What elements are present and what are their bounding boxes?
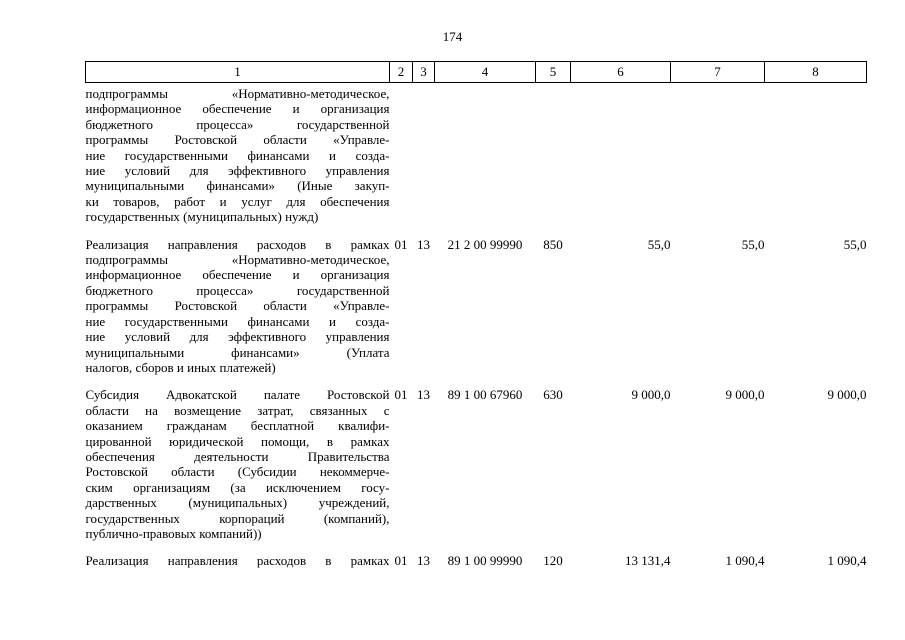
description-line: подпрограммы «Нормативно-методическое, <box>85 86 390 101</box>
expense-type-code <box>536 83 571 231</box>
amount-col-6: 55,0 <box>647 236 671 252</box>
table-row <box>86 381 867 547</box>
section-code <box>390 83 413 231</box>
row-description <box>86 547 390 574</box>
description-line: информационное обеспечение и организация <box>85 267 390 283</box>
amount-col-8: 9 000,0 <box>827 387 867 403</box>
subsection-code: 13 <box>417 236 430 252</box>
amount-col-8: 1 090,4 <box>827 553 867 569</box>
row-description <box>86 381 390 547</box>
description-line: области на возмещение затрат, связанных с <box>85 402 390 418</box>
table-header-row <box>86 62 867 83</box>
column-header-5: 5 <box>536 62 571 83</box>
subsection-code: 13 <box>417 387 430 403</box>
expense-type-code: 850 <box>543 236 563 252</box>
description-line: государственных корпораций (компаний), <box>85 510 390 526</box>
column-header-3: 3 <box>413 62 435 83</box>
description-line: оказанием гражданам бесплатной квалифи- <box>85 418 390 434</box>
target-article-code: 89 1 00 99990 <box>447 553 523 569</box>
amount-col-7: 55,0 <box>741 236 765 252</box>
target-article-code: 89 1 00 67960 <box>447 387 523 403</box>
budget-table <box>85 61 867 575</box>
amount-col-6: 9 000,0 <box>631 387 671 403</box>
target-article-code <box>435 83 536 231</box>
description-line: программы Ростовской области «Управле- <box>85 132 390 148</box>
amount-col-7 <box>671 83 765 231</box>
description-line: налогов, сборов и иных платежей) <box>85 359 276 375</box>
amount-col-7: 1 090,4 <box>725 553 765 569</box>
section-code: 01 <box>394 236 408 252</box>
target-article-code: 21 2 00 99990 <box>447 236 523 252</box>
column-header-1: 1 <box>86 62 390 83</box>
description-line: бюджетного процесса» государственной <box>85 282 390 298</box>
description-line: ние условий для эффективного управления <box>85 163 390 179</box>
description-line: ние условий для эффективного управления <box>85 329 390 345</box>
description-line: дарственных (муниципальных) учреждений, <box>85 495 390 511</box>
amount-col-8 <box>765 83 867 231</box>
description-line: муниципальными финансами» (Уплата <box>85 344 390 360</box>
description-line: обеспечения деятельности Правительства <box>85 448 390 464</box>
amount-col-6 <box>571 83 671 231</box>
amount-col-6: 13 131,4 <box>625 553 671 569</box>
subsection-code: 13 <box>417 553 430 569</box>
column-header-2: 2 <box>390 62 413 83</box>
description-line: Реализация направления расходов в рамках <box>85 236 390 252</box>
amount-col-7: 9 000,0 <box>725 387 765 403</box>
description-line: подпрограммы «Нормативно-методическое, <box>85 252 390 268</box>
description-line: информационное обеспечение и организация <box>85 101 390 117</box>
description-line: Реализация направления расходов в рамках <box>85 553 390 569</box>
amount-col-8: 55,0 <box>843 236 867 252</box>
description-line: Ростовской области (Субсидии некоммерче- <box>85 464 390 480</box>
table-row <box>86 547 867 574</box>
row-description <box>86 231 390 382</box>
expense-type-code: 120 <box>543 553 563 569</box>
description-line: государственных (муниципальных) нужд) <box>85 209 319 225</box>
description-line: ки товаров, работ и услуг для обеспечения <box>85 193 390 209</box>
description-line: муниципальными финансами» (Иные закуп- <box>85 178 390 194</box>
column-header-8: 8 <box>765 62 867 83</box>
column-header-4: 4 <box>435 62 536 83</box>
description-line: цированной юридической помощи, в рамках <box>85 433 390 449</box>
description-line: публично-правовых компаний)) <box>85 525 262 541</box>
description-line: ние государственными финансами и созда- <box>85 313 390 329</box>
page-number: 174 <box>442 29 463 44</box>
expense-type-code: 630 <box>543 387 563 403</box>
table-row <box>86 83 867 231</box>
table-row <box>86 231 867 382</box>
section-code: 01 <box>394 387 408 403</box>
subsection-code <box>413 83 435 231</box>
description-line: ние государственными финансами и созда- <box>85 147 390 163</box>
description-line: программы Ростовской области «Управле- <box>85 298 390 314</box>
description-line: бюджетного процесса» государственной <box>85 116 390 132</box>
column-header-6: 6 <box>571 62 671 83</box>
description-line: ским организациям (за исключением госу- <box>85 479 390 495</box>
section-code: 01 <box>394 553 408 569</box>
description-line: Субсидия Адвокатской палате Ростовской <box>85 387 390 403</box>
row-description <box>86 83 390 231</box>
column-header-7: 7 <box>671 62 765 83</box>
